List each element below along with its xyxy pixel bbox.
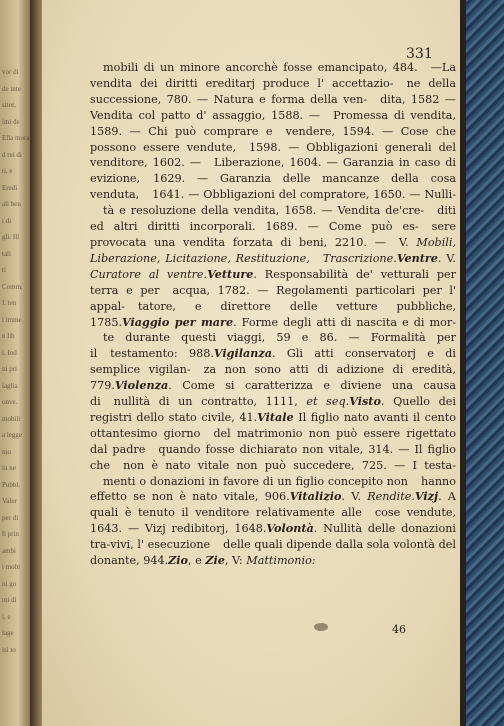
text-run: diti ed altri diritti incorporali. 1689. — Come può es- xyxy=(90,204,456,234)
left-page-fragment: ti xyxy=(2,266,6,274)
text-run: . V. xyxy=(341,490,368,504)
index-text xyxy=(90,60,456,569)
left-page-fragment: iaglia xyxy=(2,381,18,390)
left-page-fragment: imi de xyxy=(2,117,20,126)
entry-heading: Volontà xyxy=(266,521,314,536)
entry-heading: Zie xyxy=(205,553,225,568)
text-run: non è nato vitale non può succedere, 725. — I testa- xyxy=(123,458,456,472)
text-run: Promessa di vendita, 1589. — Chi può comprare e xyxy=(90,108,456,138)
left-page-fragment: ni go xyxy=(2,579,17,588)
text-run: Trascrizione. xyxy=(322,251,397,265)
text-line xyxy=(110,459,456,472)
text-run: testamento: 988. xyxy=(110,347,214,361)
text-run: delle quali dipende dalla sola volontà del donante, 944. xyxy=(90,538,456,568)
text-run: 1629. — Garanzia delle mancanze della cosa venduta, xyxy=(90,172,456,202)
left-page-fragment: i, e xyxy=(2,612,11,621)
signature-mark: 46 xyxy=(392,623,406,636)
text-run: . Responsabilità de' vetturali per terra e per xyxy=(90,267,456,297)
left-page-fragment: vor di xyxy=(2,68,19,76)
text-run: . V. xyxy=(437,251,456,265)
text-run: V. xyxy=(398,235,417,249)
text-run: za non sono atti di adizione di eredità, 779. xyxy=(90,363,456,393)
left-page-fragment: a legge xyxy=(2,431,23,439)
text-run: menti o donazioni in favore di un figlio concepito non xyxy=(103,474,408,488)
left-page-fragment: i. Ind xyxy=(2,348,17,357)
text-run: sere provocata una vendita forzata di beni, 2210. — xyxy=(90,220,456,249)
left-page-fragment: Ella mora xyxy=(2,134,30,142)
left-page-fragment: Valer xyxy=(2,497,17,505)
entry-heading: Vigilanza xyxy=(213,346,272,361)
left-page-fragment: mobili xyxy=(2,414,21,423)
text-run: . Gli atti conservatorj e di semplice vigilan- xyxy=(90,347,456,377)
text-run: Liberazione, 1604. — Garanzia in caso di evizione, xyxy=(90,156,456,186)
text-run: vendere, 1594. — Cose che possono essere vendute, xyxy=(90,124,456,154)
left-page-fragment: ni pri xyxy=(2,365,17,373)
entry-heading: Vetture xyxy=(207,266,254,281)
left-page-fragment: in ne xyxy=(2,464,16,472)
text-run: 1598. — Obbligazioni generali del venditore, 1602. — xyxy=(90,140,456,170)
left-page-fragment: n lib xyxy=(2,332,15,340)
text-line xyxy=(168,554,315,567)
text-line xyxy=(90,61,418,74)
text-run: Il figlio nato avanti il cento ottantesimo giorno xyxy=(90,410,456,440)
text-run: cose vendute, 1643. — Vizj redibitorj, 1648. xyxy=(90,506,456,536)
text-line xyxy=(310,252,397,265)
left-page-fragment: de inte xyxy=(2,84,21,93)
text-run: . A quali è tenuto il venditore relativamente alle xyxy=(90,490,456,520)
left-page-fragment: i mobi xyxy=(2,563,21,571)
left-page-fragment: Comm. xyxy=(2,282,23,291)
entry-heading: Vitale xyxy=(257,409,294,424)
entry-heading: Ventre xyxy=(396,250,438,265)
text-run: te durante questi viaggi, 59 e 86. — Formalità per il xyxy=(90,331,456,361)
entry-heading: Vizj xyxy=(414,489,439,504)
text-run: quando fosse dichiarato non vitale, 314. — Il figlio che xyxy=(90,442,456,472)
text-run: —La vendita dei diritti ereditarj produce l' accettazio- xyxy=(90,61,456,90)
right-page xyxy=(42,0,460,726)
left-page-fragment: sitor, xyxy=(2,101,16,109)
text-line xyxy=(139,188,456,201)
text-line xyxy=(97,347,214,360)
left-page-fragment: per di xyxy=(2,513,19,522)
ink-smudge xyxy=(314,623,328,631)
left-page-fragment: gli. Ill xyxy=(2,233,20,241)
left-page-fragment: ali ben xyxy=(2,200,21,208)
text-line xyxy=(290,490,415,503)
text-run: . Forme degli atti di nascita e di mor- xyxy=(233,315,456,329)
text-run: acqua, 1782. — Regolamenti particolari per l' appal- xyxy=(90,283,456,313)
text-run: dita, 1582 — Vendita col patto d' assaggio, 1588. — xyxy=(90,92,456,122)
left-page-fragment: mi di xyxy=(2,596,17,604)
text-run: . Quello dei registri dello stato civile, 41. xyxy=(90,395,456,424)
entry-heading: Zio xyxy=(168,553,189,568)
entry-heading: Violenza xyxy=(114,378,169,393)
left-page-fragment: tali xyxy=(2,249,11,258)
marbled-cover-edge xyxy=(460,0,504,726)
left-page-fragment: ti, e xyxy=(2,167,13,175)
entry-heading: Visto xyxy=(349,394,381,409)
left-page-fragment: onve. xyxy=(2,398,18,406)
left-page-fragment: isi to xyxy=(2,645,16,654)
text-run: mobili di un minore ancorchè fosse emancipato, 484. xyxy=(103,61,418,74)
text-run: . Come si caratterizza e diviene una causa di xyxy=(90,379,456,409)
entry-heading: Vitalizio xyxy=(289,489,342,504)
book-gutter xyxy=(30,0,42,726)
text-line xyxy=(101,395,350,408)
text-line xyxy=(90,475,408,488)
text-run: , V: xyxy=(224,554,247,568)
left-page-fragment: I. ten xyxy=(2,299,17,307)
text-run: , e xyxy=(188,554,206,568)
left-page-edge xyxy=(0,0,30,726)
left-page-fragment: d rei di xyxy=(2,150,22,159)
text-line xyxy=(122,316,456,329)
text-run: Curatore al ventre. xyxy=(90,267,208,281)
text-run: ne della successione, 780. — Natura e forma della ven- xyxy=(90,76,456,106)
left-page-fragment: mo xyxy=(2,447,11,456)
left-page-fragment: Pubbl. xyxy=(2,480,21,489)
left-page-fragment: i di xyxy=(2,216,12,225)
text-run: nullità di un contratto, 1111, xyxy=(113,395,307,409)
left-page-fragment: li prin xyxy=(2,530,19,538)
text-run: Mobili, Liberazione, Licitazione, Restituzione, xyxy=(90,235,457,265)
text-run: tà e resoluzione della vendita, 1658. — Vendita de'cre- xyxy=(103,204,425,218)
text-run: . Nullità delle donazioni tra-vivi, l' esecuzione xyxy=(90,522,456,552)
left-page-fragment: ambi xyxy=(2,546,16,555)
page-number: 331 xyxy=(406,46,433,62)
text-run: hanno effetto se non è nato vitale, 906. xyxy=(90,474,456,504)
text-run: Mattimonio: xyxy=(246,554,316,568)
text-run: Rendite. xyxy=(367,490,415,504)
left-page-fragment: lage xyxy=(2,629,14,637)
left-page-fragment: i imme xyxy=(2,315,22,324)
text-run: del matrimonio non può essere rigettato dal padre xyxy=(90,426,457,456)
text-run: tatore, e direttore delle vetture pubbliche, 1785. xyxy=(90,299,456,329)
text-run: 1641. — Obbligazioni del compratore, 1650. — Nulli- xyxy=(152,188,456,202)
entry-heading: Viaggio per mare xyxy=(122,314,234,329)
left-page-fragment: Eredi xyxy=(2,183,18,192)
text-run: et seq. xyxy=(306,395,350,409)
text-line xyxy=(90,204,424,217)
